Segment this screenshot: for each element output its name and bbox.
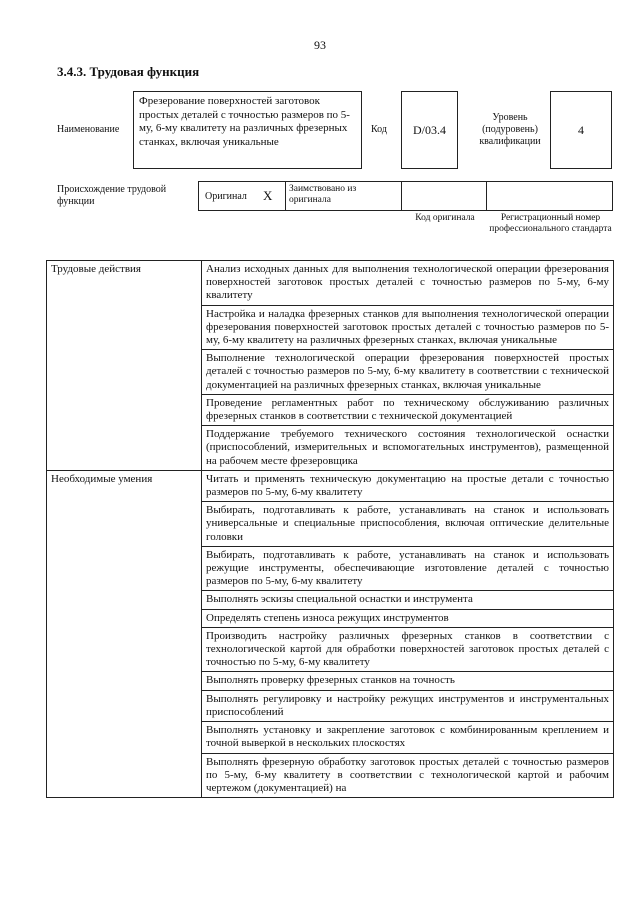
reg-number-cell [486,181,613,211]
section-heading-continued [47,690,202,721]
section-heading-continued [47,609,202,627]
code-original-label: Код оригинала [415,213,475,223]
list-item: Выполнять установку и закрепление заготовок с комбинированным креплением и точной выверкой в нескольких плоскостях [202,722,614,753]
list-item: Поддержание требуемого технического состояния технологической оснастки (приспособлений, измерительных и вспомогательных инструментов), размещенной на рабочем месте фрезеровщика [202,426,614,471]
table-row [47,350,614,395]
list-item: Выбирать, подготавливать к работе, устанавливать на станок и использовать режущие инструменты, обеспечивающие изготовление деталей с точностью размеров по 5-му, 6-му квалитету [202,546,614,591]
table-row [47,690,614,721]
function-table [46,260,614,798]
table-row [47,502,614,547]
list-item: Выполнение технологической операции фрезерования поверхностей простых деталей с точностью размеров по 5-му, 6-му квалитету в соответствии с технической документацией на различных фрезерных станках, включая уникальные [202,350,614,395]
table-row [47,426,614,471]
origin-label: Происхождение трудовой функции [57,184,167,207]
list-item: Выполнять проверку фрезерных станков на точность [202,672,614,690]
code-value-box: D/03.4 [401,91,458,169]
list-item: Производить настройку различных фрезерных станков в соответствии с технологической картой для обработки поверхностей заготовок простых деталей с точностью по 5-му, 6-му квалитету [202,627,614,672]
table-row [47,394,614,425]
section-heading-continued [47,591,202,609]
list-item: Выполнять фрезерную обработку заготовок простых деталей с точностью размеров по 5-му, 6-му квалитету в соответствии с технологической картой и рабочим чертежом (документацией) на [202,753,614,798]
section-heading: Трудовые действия [47,261,202,306]
section-heading-continued [47,627,202,672]
table-row [47,470,614,501]
function-name-box: Фрезерование поверхностей заготовок простых деталей с точностью размеров по 5-му, 6-му квалитету на различных фрезерных станках, включая уникальные [133,91,362,169]
table-row [47,627,614,672]
list-item: Настройка и наладка фрезерных станков для выполнения технологической операции фрезерования поверхностей заготовок простых деталей с точностью размеров по 5-му, 6-му квалитету на различных фрезерных станках, включая уникальные [202,305,614,350]
section-heading-continued [47,672,202,690]
section-heading-continued [47,502,202,547]
list-item: Выполнять регулировку и настройку режущих инструментов и инструментальных приспособлений [202,690,614,721]
page-number: 93 [314,38,326,52]
reg-number-label: Регистрационный номер профессионального стандарта [489,213,612,234]
code-original-cell [401,181,487,211]
level-label: Уровень (подуровень) квалификации [479,112,541,147]
table-row [47,305,614,350]
list-item: Определять степень износа режущих инструментов [202,609,614,627]
code-label: Код [371,124,387,135]
table-row [47,591,614,609]
section-heading-continued [47,722,202,753]
section-title: 3.4.3. Трудовая функция [57,64,200,79]
section-heading-continued [47,426,202,471]
section-heading-continued [47,546,202,591]
name-label: Наименование [57,124,120,135]
section-heading-continued [47,350,202,395]
table-row [47,546,614,591]
section-heading-continued [47,753,202,798]
list-item: Анализ исходных данных для выполнения технологической операции фрезерования поверхностей заготовок простых деталей с точностью размеров по 5-му, 6-му квалитету [202,261,614,306]
section-heading-continued [47,305,202,350]
borrowed-cell: Заимствовано из оригинала [285,181,402,211]
list-item: Выполнять эскизы специальной оснастки и инструмента [202,591,614,609]
section-heading-continued [47,394,202,425]
section-heading: Необходимые умения [47,470,202,501]
list-item: Читать и применять техническую документацию на простые детали с точностью размеров по 5-му, 6-му квалитету [202,470,614,501]
list-item: Выбирать, подготавливать к работе, устанавливать на станок и использовать универсальные и специальные приспособления, включая оптические делительные головки [202,502,614,547]
table-row [47,722,614,753]
original-cell [198,181,286,211]
original-mark: X [263,188,273,203]
original-label: Оригинал [205,191,247,202]
list-item: Проведение регламентных работ по техническому обслуживанию различных фрезерных станков в соответствии с технической документацией [202,394,614,425]
table-row [47,261,614,306]
level-value-box: 4 [550,91,612,169]
table-row [47,609,614,627]
table-row [47,753,614,798]
table-row [47,672,614,690]
